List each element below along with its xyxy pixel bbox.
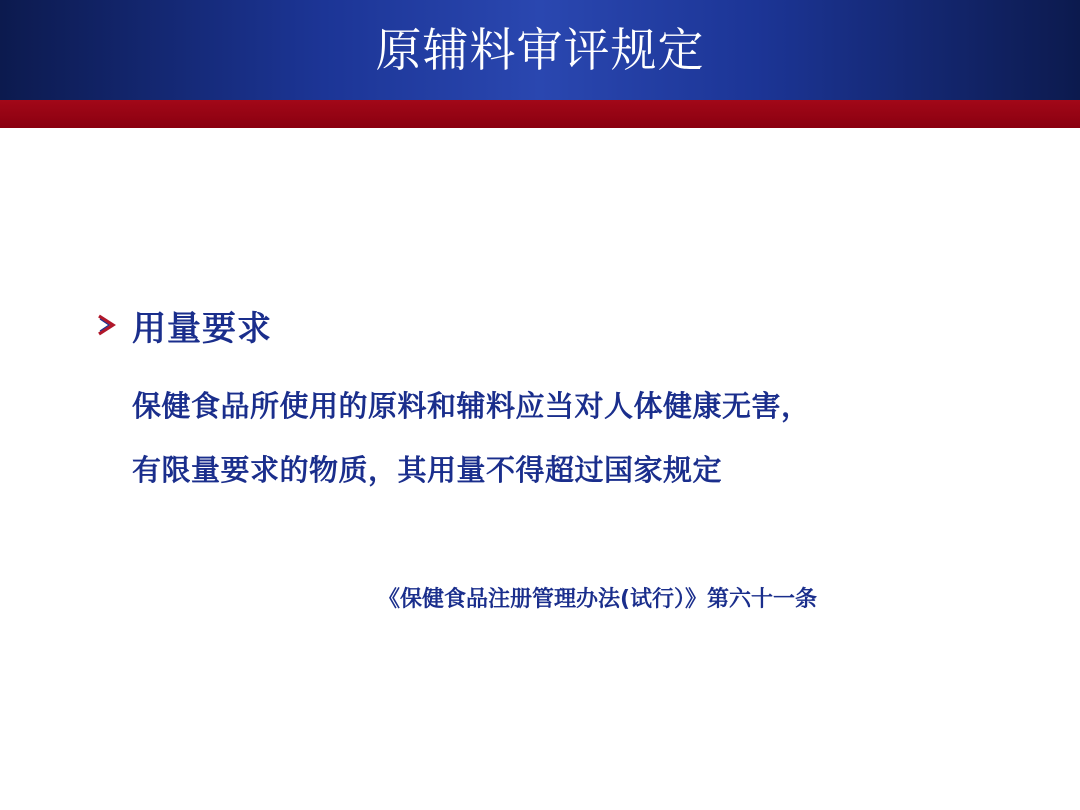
bullet-item <box>92 300 272 350</box>
slide-title: 原辅料审评规定 <box>375 23 705 77</box>
arrow-bullet-icon <box>92 310 122 340</box>
bullet-heading: 用量要求 <box>132 308 272 349</box>
body-text-line: 有限量要求的物质，其用量不得超过国家规定 <box>132 453 723 487</box>
citation-text: 《保健食品注册管理办法(试行）》第六十一条 <box>378 587 818 612</box>
body-text-line: 保健食品所使用的原料和辅料应当对人体健康无害， <box>132 389 811 423</box>
title-underline-band <box>0 100 1080 128</box>
title-bar <box>0 0 1080 100</box>
